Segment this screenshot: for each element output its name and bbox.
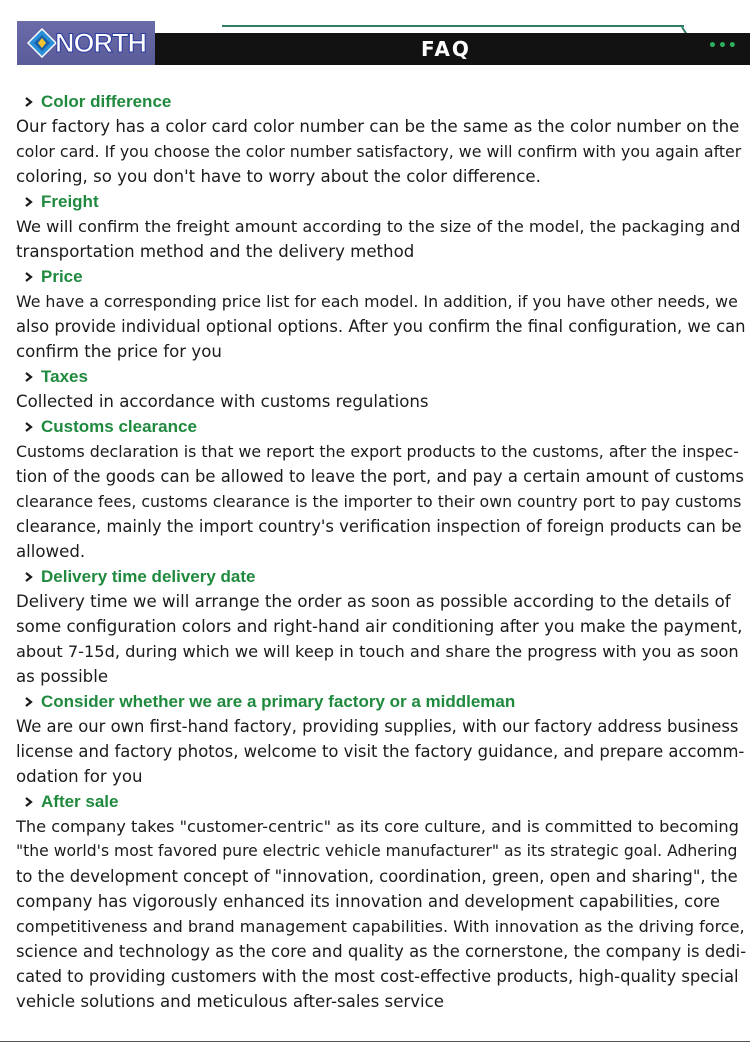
faq-answer-line: We are our own first-hand factory, providing supplies, with our factory address business (16, 717, 739, 736)
faq-question-text: After sale (41, 792, 119, 811)
faq-answer-line: science and technology as the core and quality as the cornerstone, the company is dedi- (16, 942, 747, 961)
faq-answer-line: about 7-15d, during which we will keep in touch and share the progress with you as soon (16, 642, 739, 661)
faq-answer-line: allowed. (16, 542, 86, 561)
faq-question (16, 789, 746, 814)
header-dots: ••• (708, 38, 738, 54)
faq-answer-line: Delivery time we will arrange the order as soon as possible according to the details of (16, 592, 731, 611)
faq-item (16, 414, 746, 564)
faq-answer-line: We will confirm the freight amount according to the size of the model, the packaging and (16, 217, 741, 236)
faq-answer-line: The company takes "customer-centric" as its core culture, and is committed to becoming (16, 817, 739, 836)
faq-item (16, 689, 746, 789)
faq-question (16, 264, 746, 289)
faq-answer (16, 439, 746, 564)
logo-text: NORTH (55, 28, 146, 58)
faq-answer-line: some configuration colors and right-hand air conditioning after you make the payment, (16, 617, 743, 636)
chevron-right-icon (24, 697, 34, 707)
faq-answer-line: clearance fees, customs clearance is the importer to their own country port to pay customs (16, 492, 742, 511)
faq-question-text: Delivery time delivery date (41, 567, 256, 586)
header-top-line (222, 25, 684, 27)
faq-answer-line: transportation method and the delivery method (16, 242, 415, 261)
faq-answer-line: confirm the price for you (16, 342, 222, 361)
faq-answer-line: Collected in accordance with customs regulations (16, 392, 429, 411)
faq-question-text: Consider whether we are a primary factory or a middleman (41, 692, 516, 711)
faq-list (16, 89, 746, 1014)
faq-answer-line: Our factory has a color card color number can be the same as the color number on the (16, 117, 740, 136)
faq-item (16, 189, 746, 264)
faq-item (16, 789, 746, 1014)
brand-logo[interactable] (17, 21, 155, 65)
faq-answer-line: cated to providing customers with the most cost-effective products, high-quality special (16, 967, 739, 986)
faq-answer-line: We have a corresponding price list for each model. In addition, if you have other needs, we (16, 292, 738, 311)
faq-answer-line: company has vigorously enhanced its innovation and development capabilities, core (16, 892, 720, 911)
faq-question-text: Color difference (41, 92, 172, 111)
faq-question-text: Customs clearance (41, 417, 197, 436)
faq-question (16, 564, 746, 589)
faq-answer-line: coloring, so you don't have to worry about the color difference. (16, 167, 541, 186)
faq-answer (16, 114, 746, 189)
chevron-right-icon (24, 372, 34, 382)
faq-answer (16, 814, 746, 1014)
chevron-right-icon (24, 422, 34, 432)
faq-answer-line: vehicle solutions and meticulous after-sales service (16, 992, 445, 1011)
page-header (0, 0, 750, 70)
chevron-right-icon (24, 797, 34, 807)
chevron-right-icon (24, 97, 34, 107)
faq-answer-line: as possible (16, 667, 109, 686)
faq-answer-line: competitiveness and brand management capabilities. With innovation as the driving force, (16, 917, 745, 936)
faq-question (16, 414, 746, 439)
faq-answer-line: Customs declaration is that we report the export products to the customs, after the inspec- (16, 442, 739, 461)
faq-question-text: Freight (41, 192, 99, 211)
faq-question-text: Taxes (41, 367, 88, 386)
faq-answer (16, 589, 746, 689)
faq-question-text: Price (41, 267, 83, 286)
chevron-right-icon (24, 272, 34, 282)
chevron-right-icon (24, 197, 34, 207)
faq-answer-line: "the world's most favored pure electric vehicle manufacturer" as its strategic goal. Adhering (16, 842, 738, 860)
faq-answer (16, 289, 746, 364)
faq-item (16, 264, 746, 364)
faq-item (16, 564, 746, 689)
faq-answer (16, 714, 746, 789)
faq-question (16, 89, 746, 114)
faq-question (16, 189, 746, 214)
faq-answer-line: also provide individual optional options. After you confirm the final configuration, we can (16, 317, 746, 336)
faq-answer-line: odation for you (16, 767, 143, 786)
bottom-divider (0, 1041, 750, 1042)
page-title: FAQ (421, 37, 471, 61)
faq-question (16, 689, 746, 714)
faq-answer (16, 214, 746, 264)
faq-item (16, 89, 746, 189)
faq-answer-line: color card. If you choose the color number satisfactory, we will confirm with you again after (16, 142, 742, 161)
chevron-right-icon (24, 572, 34, 582)
faq-answer-line: license and factory photos, welcome to visit the factory guidance, and prepare accomm- (16, 742, 745, 761)
faq-item (16, 364, 746, 414)
faq-answer-line: clearance, mainly the import country's verification inspection of foreign products can be (16, 517, 742, 536)
logo-diamond-icon (27, 28, 57, 58)
faq-answer (16, 389, 746, 414)
faq-question (16, 364, 746, 389)
faq-answer-line: tion of the goods can be allowed to leave the port, and pay a certain amount of customs (16, 467, 744, 486)
faq-answer-line: to the development concept of "innovation, coordination, green, open and sharing", the (16, 867, 738, 886)
